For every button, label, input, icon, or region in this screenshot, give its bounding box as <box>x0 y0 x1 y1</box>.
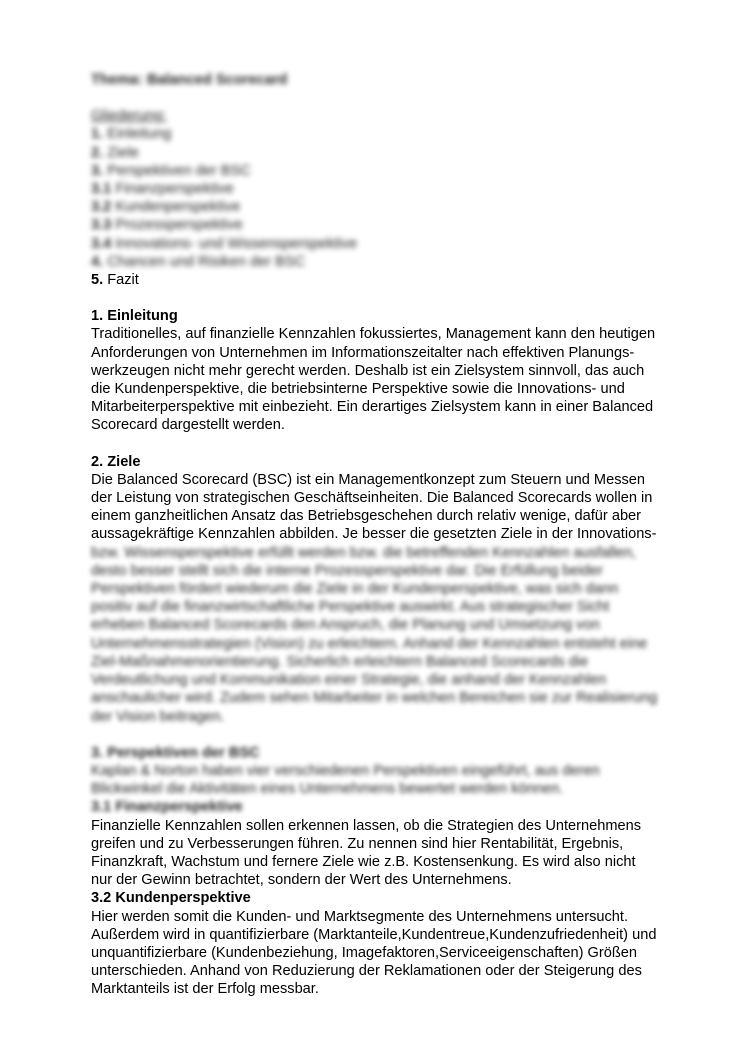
paragraph-line: positiv auf die finanzwirtschaftliche Perspektive auswirkt. Aus strategischer Sicht <box>91 599 610 616</box>
paragraph-line: einem ganzheitlichen Ansatz das Betriebsgeschehen durch relativ wenige, dafür aber <box>91 508 642 525</box>
paragraph-line: bzw. Wissensperspektive erfüllt werden bzw. die betreffenden Kennzahlen ausfallen, <box>91 544 636 561</box>
subsection-heading: 3.1 Finanzperspektive <box>91 799 243 816</box>
paragraph-line: Die Balanced Scorecard (BSC) ist ein Managementkonzept zum Steuern und Messen <box>91 471 646 488</box>
paragraph-line: Verdeutlichung und Kommunikation einer Strategie, die anhand der Kennzahlen <box>91 672 607 689</box>
toc-item-label: Fazit <box>107 272 139 289</box>
toc-item-label: Einleitung <box>107 126 172 143</box>
paragraph-line: Marktanteils ist der Erfolg messbar. <box>91 981 319 998</box>
toc-item-number: 3.2 <box>91 199 112 216</box>
paragraph-line: aussagekräftige Kennzahlen abbilden. Je besser die gesetzten Ziele in der Innovations- <box>91 526 657 543</box>
toc-item-label: Perspektiven der BSC <box>107 162 251 179</box>
paragraph-line: Traditionelles, auf finanzielle Kennzahlen fokussiertes, Management kann den heutigen <box>91 326 656 343</box>
section-perspektiven <box>91 744 691 999</box>
paragraph-line: greifen und zu Verbesserungen führen. Zu nennen sind hier Rentabilität, Ergebnis, <box>91 835 624 852</box>
toc-item-label: Ziele <box>107 144 139 161</box>
toc-item <box>91 198 691 216</box>
paragraph-line: der Leistung von strategischen Geschäftseinheiten. Die Balanced Scorecards wollen in <box>91 490 653 507</box>
toc-item-number: 2. <box>91 144 104 161</box>
section-heading: 2. Ziele <box>91 453 141 470</box>
paragraph-line: Perspektiven fördert wiederum die Ziele in der Kundenperspektive, was sich dann <box>91 581 619 598</box>
section-heading: 3. Perspektiven der BSC <box>91 744 260 761</box>
paragraph-line: anschaulicher wird. Zudem sehen Mitarbeiter in welchen Bereichen sie zur Realisierung <box>91 690 658 707</box>
toc-item-label: Finanzperspektive <box>115 181 234 198</box>
document-title: Thema: Balanced Scorecard <box>91 72 288 88</box>
paragraph-line: Mitarbeiterperspektive mit einbezieht. Ein derartiges Zielsystem kann in einer Balanced <box>91 399 654 416</box>
paragraph-line: der Vision beitragen. <box>91 708 225 725</box>
toc-item <box>91 235 691 253</box>
section-einleitung <box>91 307 691 434</box>
paragraph-line: Finanzielle Kennzahlen sollen erkennen lassen, ob die Strategien des Unternehmens <box>91 817 642 834</box>
paragraph-line: unquantifizierbare (Kundenbeziehung, Imagefaktoren,Serviceeigenschaften) Größen <box>91 944 637 961</box>
paragraph-line: erheben Balanced Scorecards den Anspruch, die Planung und Umsetzung von <box>91 617 600 634</box>
toc-item-number: 4. <box>91 253 104 270</box>
toc-item-label: Innovations- und Wissensperspektive <box>115 235 358 252</box>
toc-item-number: 1. <box>91 126 104 143</box>
table-of-contents <box>91 107 691 271</box>
toc-item-number: 3.4 <box>91 235 112 252</box>
paragraph-line: Kaplan & Norton haben vier verschiedenen Perspektiven eingeführt, aus deren <box>91 762 600 779</box>
section-ziele <box>91 453 691 726</box>
paragraph-line: unterschieden. Anhand von Reduzierung der Reklamationen oder der Steigerung des <box>91 963 642 980</box>
toc-item-label: Chancen und Risiken der BSC <box>107 253 306 270</box>
toc-item <box>91 271 691 289</box>
paragraph-line: nur der Gewinn betrachtet, sondern der Wert des Unternehmens. <box>91 872 512 889</box>
paragraph-line: Blickwinkel die Aktivitäten eines Unternehmens bewertet werden können. <box>91 781 564 798</box>
toc-item-number: 3.3 <box>91 217 112 234</box>
paragraph-line: Hier werden somit die Kunden- und Marktsegmente des Unternehmens untersucht. <box>91 908 629 925</box>
toc-item <box>91 125 691 143</box>
paragraph-line: werkzeugen nicht mehr gerecht werden. Deshalb ist ein Zielsystem sinnvoll, das auch <box>91 362 645 379</box>
paragraph-line: Finanzkraft, Wachstum und fernere Ziele wie z.B. Kostensenkung. Es wird also nicht <box>91 853 636 870</box>
toc-item <box>91 180 691 198</box>
toc-item-label: Kundenperspektive <box>115 199 241 216</box>
toc-item <box>91 144 691 162</box>
document-body <box>91 71 691 999</box>
paragraph-line: Außerdem wird in quantifizierbare (Marktanteile,Kundentreue,Kundenzufriedenheit) und <box>91 926 657 943</box>
paragraph-line: Ziel-Maßnahmenorientierung. Sicherlich erleichtern Balanced Scorecards die <box>91 653 589 670</box>
toc-item <box>91 162 691 180</box>
toc-item <box>91 253 691 271</box>
toc-item-label: Prozessperspektive <box>115 217 243 234</box>
subsection-heading: 3.2 Kundenperspektive <box>91 890 251 907</box>
paragraph-line: desto besser stellt sich die interne Prozessperspektive dar. Die Erfüllung beider <box>91 562 603 579</box>
paragraph-line: Anforderungen von Unternehmen im Informationszeitalter nach effektiven Planungs- <box>91 344 635 361</box>
toc-item-number: 3. <box>91 162 104 179</box>
section-heading: 1. Einleitung <box>91 308 178 325</box>
paragraph-line: die Kundenperspektive, die betriebsinterne Perspektive sowie die Innovations- und <box>91 381 625 398</box>
toc-heading: Gliederung: <box>91 108 167 125</box>
paragraph-line: Scorecard dargestellt werden. <box>91 417 285 434</box>
toc-item-number: 5. <box>91 272 104 289</box>
paragraph-line: Unternehmensstrategien (Vision) zu erleichtern. Anhand der Kennzahlen entsteht eine <box>91 635 648 652</box>
toc-item-number: 3.1 <box>91 181 112 198</box>
toc-item <box>91 216 691 234</box>
